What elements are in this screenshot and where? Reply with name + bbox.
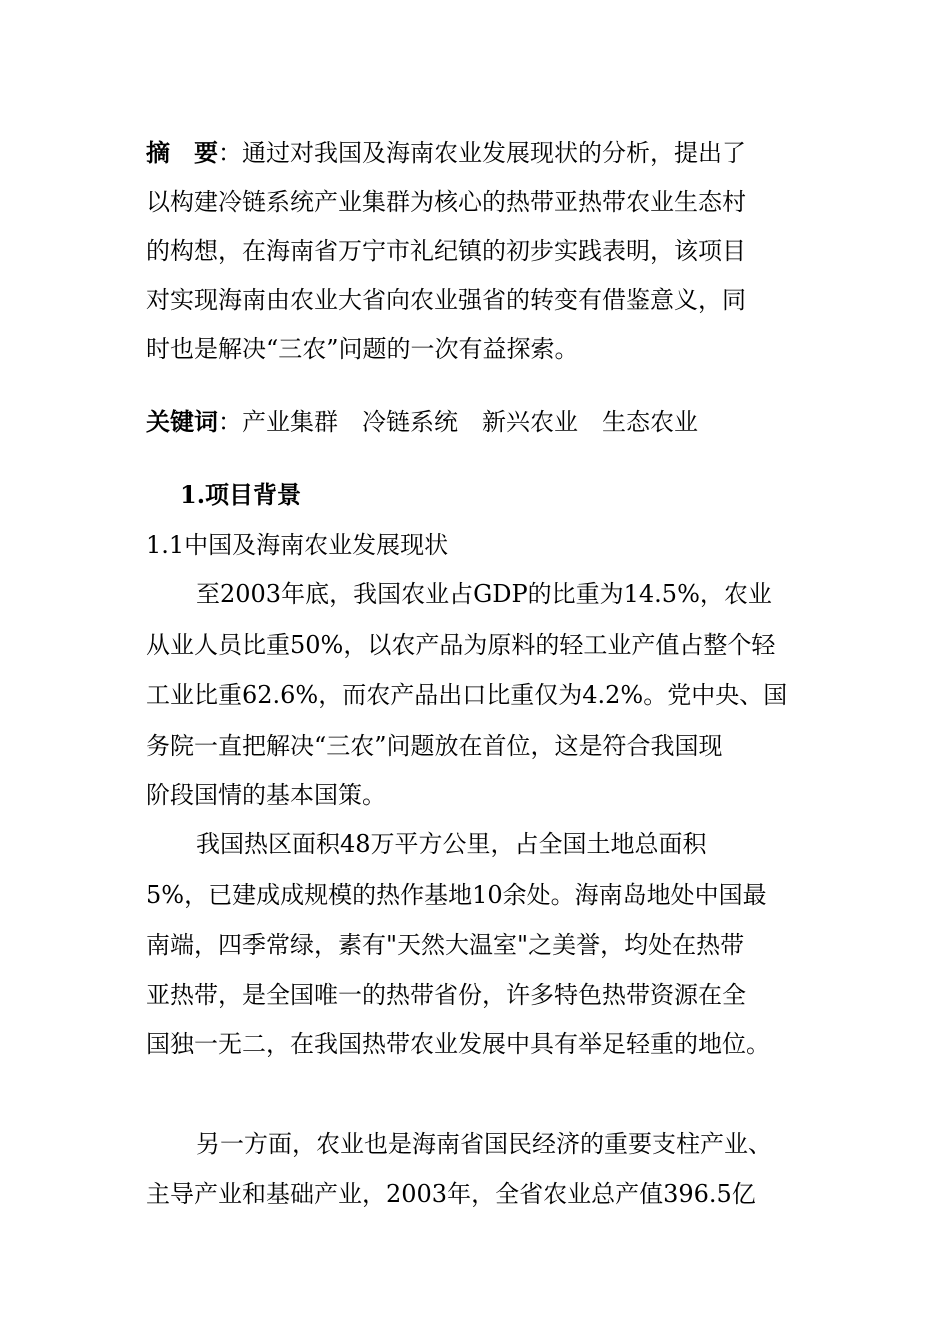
para1-line-5: 阶段国情的基本国策。 [146,781,386,809]
para1-line-3: 工业比重62.6%，而农产品出口比重仅为4.2%。党中央、国 [146,681,788,709]
para2-line-3: 南端，四季常绿，素有"天然大温室"之美誉，均处在热带 [146,931,745,959]
keywords-text: 产业集群 冷链系统 新兴农业 生态农业 [242,408,698,436]
keywords-colon: ： [218,408,242,436]
para1-line-4: 务院一直把解决“三农”问题放在首位，这是符合我国现 [146,732,723,760]
subsection-heading: 1.1中国及海南农业发展现状 [146,531,449,559]
abstract-text-1: 通过对我国及海南农业发展现状的分析，提出了 [242,139,746,167]
section-heading: 1.项目背景 [180,480,302,509]
para3-line-1: 另一方面，农业也是海南省国民经济的重要支柱产业、 [196,1130,772,1158]
abstract-line-5: 时也是解决“三农”问题的一次有益探索。 [146,335,579,363]
keywords-line [146,407,698,437]
para2-line-4: 亚热带，是全国唯一的热带省份，许多特色热带资源在全 [146,981,746,1009]
para2-line-5: 国独一无二，在我国热带农业发展中具有举足轻重的地位。 [146,1030,770,1058]
para1-line-1: 至2003年底，我国农业占GDP的比重为14.5%，农业 [196,580,772,608]
abstract-label: 摘 要 [146,138,218,167]
para1-line-2: 从业人员比重50%，以农产品为原料的轻工业产值占整个轻 [146,631,776,659]
abstract-line-2: 以构建冷链系统产业集群为核心的热带亚热带农业生态村 [146,188,746,216]
para3-line-2: 主导产业和基础产业，2003年，全省农业总产值396.5亿 [146,1180,756,1208]
abstract-line-1 [146,138,746,168]
abstract-line-3: 的构想，在海南省万宁市礼纪镇的初步实践表明，该项目 [146,237,746,265]
abstract-colon: ： [218,139,242,167]
abstract-line-4: 对实现海南由农业大省向农业强省的转变有借鉴意义，同 [146,286,746,314]
keywords-label: 关键词 [146,407,218,436]
para2-line-1: 我国热区面积48万平方公里，占全国土地总面积 [196,830,707,858]
para2-line-2: 5%，已建成成规模的热作基地10余处。海南岛地处中国最 [146,881,767,909]
